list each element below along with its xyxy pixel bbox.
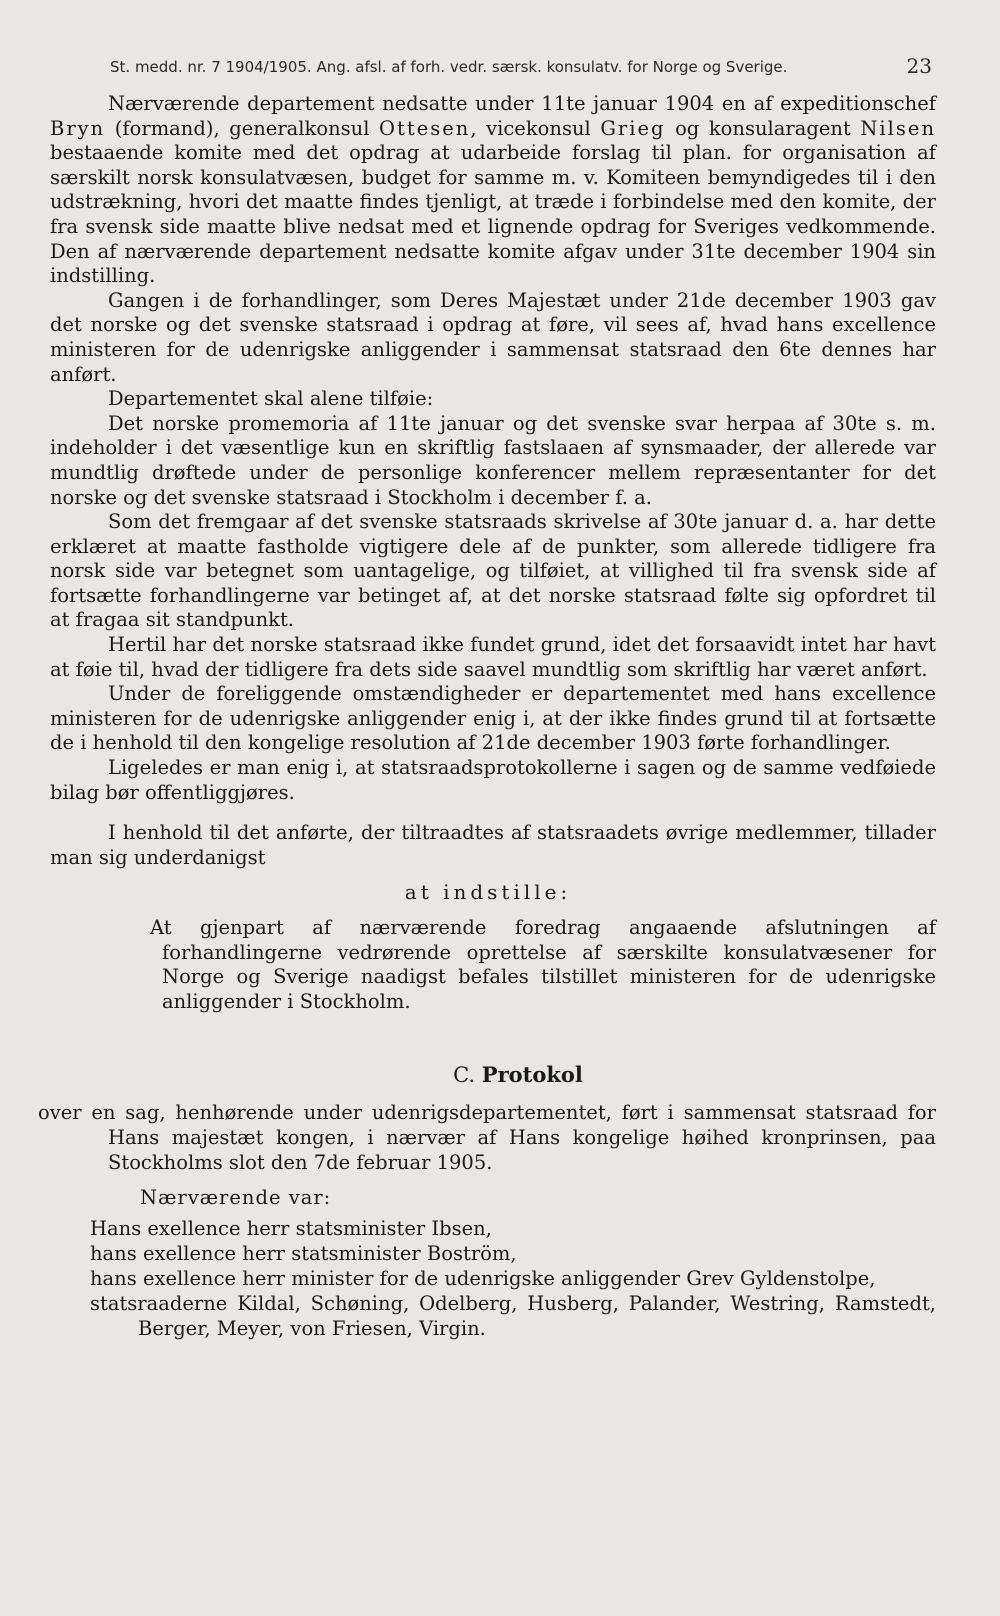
protocol-heading	[100, 1060, 936, 1090]
resolution-text: At gjenpart af nærværende foredrag angaaende afslutningen af forhandlingerne vedrørende oprettelse af særskilte konsulatvæsener for Norge og Sverige naadigst befales tilstillet ministeren for de udenrigske anliggender i Stockholm.	[150, 916, 936, 1013]
body-paragraph	[50, 633, 936, 682]
page-header	[40, 48, 936, 92]
text-segment: Hertil har det norske statsraad ikke fundet grund, idet det forsaavidt intet har havt at føie til, hvad der tidligere fra dets side saavel mundtlig som skriftlig har været anført.	[50, 633, 936, 681]
body-text	[40, 92, 936, 870]
attendee-entry: hans exellence herr statsminister Boström,	[90, 1242, 517, 1266]
text-segment: (formand), generalkonsul	[105, 116, 380, 140]
text-segment: Nærværende departement nedsatte under 11te januar 1904 en af expeditionschef	[108, 92, 936, 115]
text-segment: bestaaende komite med det opdrag at udarbeide forslag til plan. for organisation af særskilt norsk konsulatvæsen, budget for samme m. v. Komiteen bemyndigedes til i den udstrækning, hvori det maatte findes tjenligt, at træde i forbindelse med den komite, der fra svensk side maatte blive nedsat med et lignende opdrag for Sveriges vedkommende. Den af nærværende departement nedsatte komite afgav under 31te december 1904 sin indstilling.	[50, 141, 936, 288]
attendee-list	[40, 1216, 936, 1341]
body-paragraph	[50, 412, 936, 510]
spaced-name: Nilsen	[860, 116, 937, 140]
spaced-name: Grieg	[600, 116, 666, 140]
text-segment: Gangen i de forhandlinger, som Deres Majestæt under 21de december 1903 gav det norske og det svenske statsraad i opdrag at føre, vil sees af, hvad hans excellence ministeren for de udenrigske anliggender i sammensat statsraad den 6te dennes har anført.	[50, 288, 936, 386]
text-segment: og konsularagent	[665, 116, 861, 140]
running-head: St. medd. nr. 7 1904/1905. Ang. afsl. af forh. vedr. særsk. konsulatv. for Norge og Sverige.	[110, 58, 788, 76]
body-paragraph	[50, 387, 936, 412]
body-paragraph	[50, 92, 936, 289]
indstille-heading: at indstille:	[404, 880, 572, 905]
present-label: Nærværende var:	[140, 1186, 332, 1210]
spaced-name: Bryn	[50, 116, 106, 140]
text-segment: Som det fremgaar af det svenske statsraads skrivelse af 30te januar d. a. har dette erklæret at maatte fastholde vigtigere dele af de punkter, som allerede tidligere fra norsk side var betegnet som uantagelige, og tilføiet, at villighed til fra svensk side af fortsætte forhandlingerne var betinget af, at det norske statsraad følte sig opfordret til at fragaa sit standpunkt.	[50, 510, 936, 632]
protocol-letter: C.	[453, 1063, 476, 1088]
body-paragraph	[50, 289, 936, 387]
text-segment: Ligeledes er man enig i, at statsraadsprotokollerne i sagen og de samme vedføiede bilag bør offentliggjøres.	[50, 756, 936, 804]
attendee-entry: statsraaderne Kildal, Schøning, Odelberg, Husberg, Palander, Westring, Ramstedt, Berger, Meyer, von Friesen, Virgin.	[90, 1292, 936, 1341]
attendee-entry: hans exellence herr minister for de udenrigske anliggender Grev Gyldenstolpe,	[90, 1267, 876, 1291]
text-segment: Det norske promemoria af 11te januar og det svenske svar herpaa af 30te s. m. indeholder i det væsentlige kun en skriftlig fastslaaen af synsmaader, der allerede var mundtlig drøftede under de personlige konferencer mellem repræsentanter for det norske og det svenske statsraad i Stockholm i december f. a.	[50, 411, 936, 509]
body-paragraph	[50, 510, 936, 633]
body-paragraph	[50, 682, 936, 756]
body-paragraph	[50, 756, 936, 805]
attendee-entry: Hans exellence herr statsminister Ibsen,	[90, 1217, 492, 1241]
text-segment: I henhold til det anførte, der tiltraadtes af statsraadets øvrige medlemmer, tillader man sig underdanigst	[50, 821, 936, 869]
body-paragraph	[50, 821, 936, 870]
spaced-name: Ottesen	[379, 116, 471, 140]
text-segment: Under de foreliggende omstændigheder er departementet med hans excellence ministeren for de udenrigske anliggender enig i, at der ikke findes grund til at fortsætte de i henhold til den kongelige resolution af 21de december 1903 førte forhandlinger.	[50, 682, 936, 755]
protocol-intro: over en sag, henhørende under udenrigsdepartementet, ført i sammensat statsraad for Hans majestæt kongen, i nærvær af Hans kongelige høihed kronprinsen, paa Stockholms slot den 7de februar 1905.	[38, 1101, 936, 1175]
text-segment: , vicekonsul	[470, 116, 601, 140]
protocol-title: Protokol	[481, 1062, 583, 1088]
text-segment: Departementet skal alene tilføie:	[108, 387, 434, 411]
page-number: 23	[906, 54, 932, 78]
